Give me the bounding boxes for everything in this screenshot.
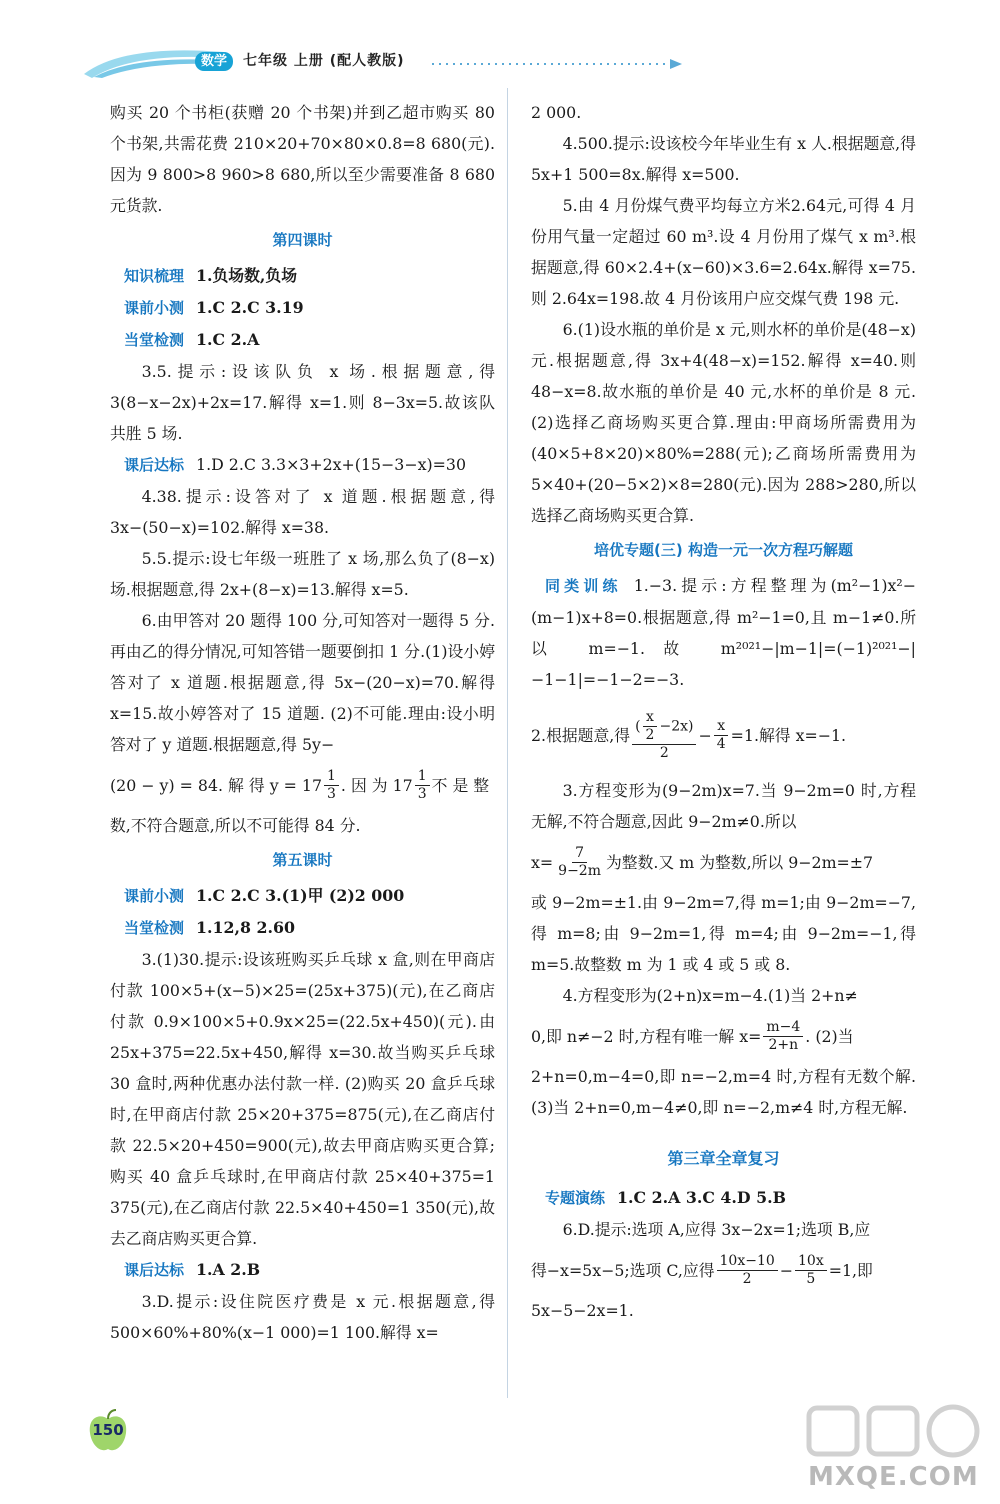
book-info: 七年级 上册 (配人教版) [243, 53, 405, 69]
answer-paragraph: 2 000. [531, 103, 582, 122]
answer-line: 知识梳理 1.负场数,负场 [124, 266, 297, 285]
left-column [110, 97, 495, 1348]
answer-paragraph: 6.由甲答对 20 题得 100 分,可知答对一题得 5 分.再由乙的得分情况,可知答错一题要倒扣 1 分.(1)设小婷答对了 x 道题.根据题意,得 5x−(20−x)=70.解得 x=15.故小婷答对了 15 道题. (2)不可能.理由:设小明答对了 y 道题.根据题意,得 5y− [110, 611, 495, 754]
answer-paragraph: 6.D.提示:选项 A,应得 3x−2x=1;选项 B,应 [562, 1220, 871, 1239]
subject-badge: 数学 [195, 52, 233, 71]
answer-line: 课后达标 1.A 2.B [124, 1260, 261, 1279]
special-topic-title: 培优专题(三) 构造一元一次方程巧解题 [594, 541, 853, 559]
section-keyword: 专题演练 [545, 1189, 606, 1207]
lesson-5-title: 第五课时 [272, 851, 333, 869]
section-keyword: 知识梳理 [124, 267, 185, 285]
answer-paragraph: 5x−5−2x=1. [531, 1301, 634, 1320]
fraction: $\frac{7}{9-2m}$ [558, 844, 601, 879]
answer-paragraph: 3.5.提示:设该队负 x 场.根据题意,得 3(8−x−2x)+2x=17.解得 x=1.则 8−3x=5.故该队共胜 5 场. [110, 362, 495, 443]
fraction: $\frac{x}{4}$ [714, 718, 729, 753]
answer-paragraph: 或 9−2m=±1.由 9−2m=7,得 m=1;由 9−2m=−7,得 m=8;由 9−2m=1,得 m=4;由 9−2m=−1,得 m=5.故整数 m 为 1 或 4 或 5 或 8. [531, 893, 916, 974]
answer-paragraph: 4.方程变形为(2+n)x=m−4.(1)当 2+n≠ [562, 986, 858, 1005]
page-number-badge [84, 1407, 132, 1455]
answer-line: 专题演练 1.C 2.A 3.C 4.D 5.B [545, 1188, 786, 1207]
column-divider [507, 88, 508, 1398]
answer-line-with-fraction: 0,即 n≠−2 时,方程有唯一解 x= $\frac{m-4}{2+n}$ . (2)当 [531, 1018, 854, 1053]
fraction: $\frac{x}{2}$ [643, 709, 658, 744]
answer-paragraph: 4.38.提示:设答对了 x 道题.根据题意,得 3x−(50−x)=102.解得 x=38. [110, 487, 495, 537]
answer-paragraph: 4.500.提示:设该校今年毕业生有 x 人.根据题意,得 5x+1 500=8x.解得 x=500. [531, 134, 916, 184]
section-keyword: 课后达标 [124, 456, 185, 474]
chapter-review-title: 第三章全章复习 [667, 1149, 780, 1168]
header-dotted-arrow [432, 58, 682, 70]
answer-paragraph: 3.D.提示:设住院医疗费是 x 元.根据题意,得 500×60%+80%(x−1 000)=1 100.解得 x= [110, 1292, 495, 1342]
answer-line-with-fraction: x= $\frac{7}{9-2m}$ 为整数.又 m 为整数,所以 9−2m=±7 [531, 844, 874, 879]
answer-paragraph: 6.(1)设水瓶的单价是 x 元,则水杯的单价是(48−x)元.根据题意,得 3x+4(48−x)=152.解得 x=40.则 48−x=8.故水瓶的单价是 40 元,水杯的单价是 8 元. (2)选择乙商场购买更合算.理由:甲商场所需费用为(40×5+8×20)×80%=288(元);乙商场所需费用为 5×40+(20−5×2)×8=280(元).因为 288>280,所以选择乙商场购买更合算. [531, 320, 916, 525]
right-column [531, 97, 916, 1326]
answer-paragraph: 3.方程变形为(9−2m)x=7.当 9−2m=0 时,方程无解,不符合题意,因此 9−2m≠0.所以 [531, 781, 916, 831]
watermark-url: MXQE.COM [808, 1462, 979, 1492]
answer-paragraph: 5.5.提示:设七年级一班胜了 x 场,那么负了(8−x)场.根据题意,得 2x+(8−x)=13.解得 x=5. [110, 549, 495, 599]
answer-line-with-fraction: 得−x=5x−5;选项 C,应得 $\frac{10x-10}{2}$ − $\frac{10x}{5}$ =1,即 [531, 1252, 873, 1287]
answer-paragraph: 2+n=0,m−4=0,即 n=−2,m=4 时,方程有无数个解. (3)当 2+n=0,m−4≠0,即 n=−2,m≠4 时,方程无解. [531, 1067, 916, 1117]
watermark-logo [805, 1400, 985, 1460]
answer-line-with-fraction: 2.根据题意,得 ( $\frac{x}{2}$ −2x) 2 − $\frac{x}{4}$ =1.解得 x=−1. [531, 708, 847, 761]
fraction: $\frac{1}{3}$ [415, 768, 430, 803]
answer-paragraph: 5.由 4 月份煤气费平均每立方米2.64元,可得 4 月份用气量一定超过 60 m³.设 4 月份用了煤气 x m³.根据题意,得 60×2.4+(x−60)×3.6=2.64x.解得 x=75.则 2.64x=198.故 4 月份该用户应交煤气费 198 元. [531, 196, 916, 308]
answer-line-with-fraction: (20 − y) = 84. 解 得 y = 17 $\frac{1}{3}$ . 因 为 17 $\frac{1}{3}$ 不 是 整 [110, 767, 490, 802]
section-keyword: 当堂检测 [124, 331, 185, 349]
answer-line: 课前小测 1.C 2.C 3.(1)甲 (2)2 000 [124, 886, 405, 905]
fraction: $\frac{10x-10}{2}$ [717, 1253, 778, 1288]
page-header [0, 0, 1000, 92]
fraction: $\frac{m-4}{2+n}$ [763, 1019, 803, 1054]
section-keyword: 课前小测 [124, 887, 185, 905]
section-keyword: 课后达标 [124, 1261, 185, 1279]
answer-line: 课后达标 1.D 2.C 3.3×3+2x+(15−3−x)=30 [124, 455, 466, 474]
answer-paragraph: 同类训练 1.−3.提示:方程整理为(m²−1)x²−(m−1)x+8=0.根据题意,得 m²−1=0,且 m−1≠0.所以 m=−1.故 m²⁰²¹−|m−1|=(−1)²⁰²¹−|−1−1|=−1−2=−3. [531, 576, 916, 689]
section-keyword: 课前小测 [124, 299, 185, 317]
answer-line: 当堂检测 1.12,8 2.60 [124, 918, 295, 937]
answer-paragraph: 购买 20 个书柜(获赠 20 个书架)并到乙超市购买 80 个书架,共需花费 210×20+70×80×0.8=8 680(元).因为 9 800>8 960>8 680,所以至少需要准备 8 680 元货款. [110, 103, 495, 215]
section-keyword: 当堂检测 [124, 919, 185, 937]
answer-paragraph: 3.(1)30.提示:设该班购买乒乓球 x 盒,则在甲商店付款 100×5+(x−5)×25=(25x+375)(元),在乙商店付款 0.9×100×5+0.9x×25=(22.5x+450)(元).由 25x+375=22.5x+450,解得 x=30.故当购买乒乓球 30 盒时,两种优惠办法付款一样. (2)购买 20 盒乒乓球时,在甲商店付款 25×20+375=875(元),在乙商店付款 22.5×20+450=900(元),故去甲商店购买更合算;购买 40 盒乒乓球时,在甲商店付款 25×40+375=1 375(元),在乙商店付款 22.5×40+450=1 350(元),故去乙商店购买更合算. [110, 950, 495, 1248]
section-keyword: 同类训练 [545, 577, 622, 595]
answer-paragraph: 数,不符合题意,所以不可能得 84 分. [110, 816, 361, 835]
fraction: ( $\frac{x}{2}$ −2x) 2 [632, 709, 696, 762]
lesson-4-title: 第四课时 [272, 231, 333, 249]
answer-line: 当堂检测 1.C 2.A [124, 330, 260, 349]
fraction: $\frac{10x}{5}$ [795, 1253, 827, 1288]
page-number: 150 [92, 1421, 124, 1439]
answer-line: 课前小测 1.C 2.C 3.19 [124, 298, 304, 317]
fraction: $\frac{1}{3}$ [324, 768, 339, 803]
